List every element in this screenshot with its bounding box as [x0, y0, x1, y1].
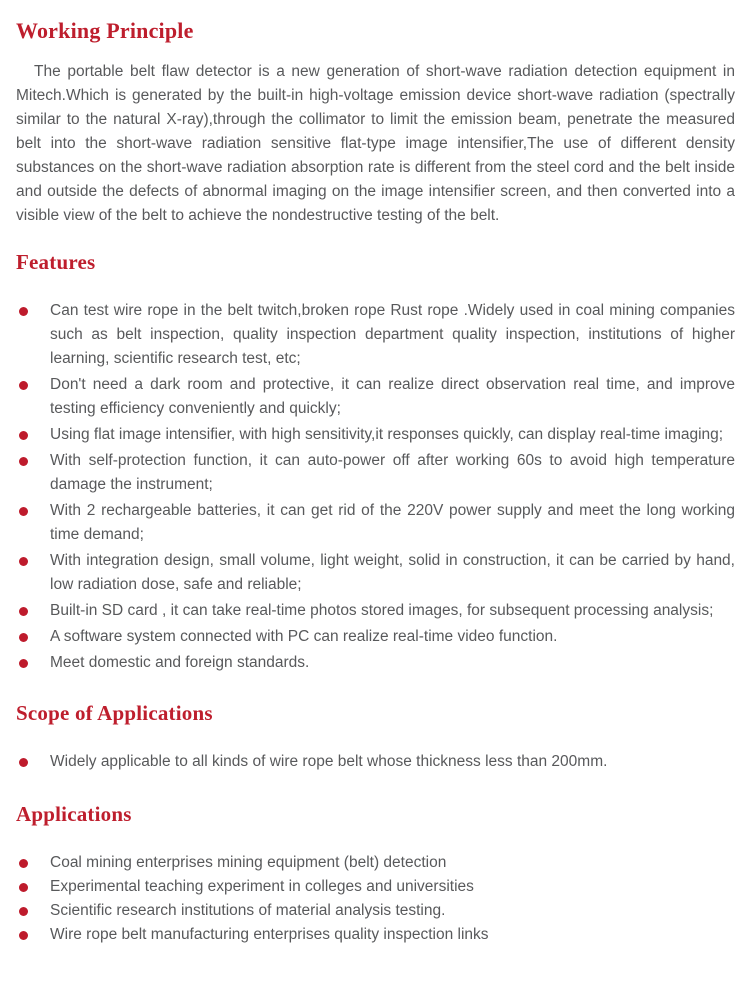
- list-item: [16, 851, 735, 875]
- list-item: [16, 423, 735, 447]
- bullet-icon: [19, 431, 28, 440]
- scope-list: [16, 750, 735, 774]
- bullet-icon: [19, 883, 28, 892]
- list-item: [16, 651, 735, 675]
- list-item-text: Experimental teaching experiment in colleges and universities: [50, 878, 474, 895]
- working-principle-heading: Working Principle: [16, 18, 194, 43]
- list-item-text: Scientific research institutions of material analysis testing.: [50, 902, 446, 919]
- list-item: [16, 299, 735, 371]
- section-applications: [16, 802, 735, 947]
- list-item: [16, 923, 735, 947]
- list-item-text: Meet domestic and foreign standards.: [50, 654, 310, 671]
- bullet-icon: [19, 758, 28, 767]
- bullet-icon: [19, 557, 28, 566]
- list-item-text: With integration design, small volume, light weight, solid in construction, it can be carried by hand, low radiation dose, safe and reliable;: [50, 552, 735, 593]
- list-item-text: Built-in SD card , it can take real-time photos stored images, for subsequent processing analysis;: [50, 602, 714, 619]
- working-principle-paragraph: The portable belt flaw detector is a new generation of short-wave radiation detection equipment in Mitech.Which is generated by the built-in high-voltage emission device short-wave radiation (spectrally similar to the natural X-ray),through the collimator to limit the emission beam, penetrate the measured belt into the short-wave radiation sensitive flat-type image intensifier,The use of different density substances on the short-wave radiation absorption rate is different from the steel cord and the belt inside and outside the defects of abnormal imaging on the image intensifier screen, and then converted into a visible view of the belt to achieve the nondestructive testing of the belt.: [16, 63, 735, 224]
- list-item: [16, 449, 735, 497]
- applications-heading: Applications: [16, 802, 132, 826]
- list-item: [16, 549, 735, 597]
- bullet-icon: [19, 931, 28, 940]
- section-features: [16, 250, 735, 675]
- list-item: [16, 750, 735, 774]
- list-item: [16, 373, 735, 421]
- bullet-icon: [19, 633, 28, 642]
- list-item-text: With 2 rechargeable batteries, it can get rid of the 220V power supply and meet the long working time demand;: [50, 502, 735, 543]
- list-item: [16, 599, 735, 623]
- bullet-icon: [19, 607, 28, 616]
- list-item-text: Don't need a dark room and protective, it can realize direct observation real time, and improve testing efficiency conveniently and quickly;: [50, 376, 735, 417]
- bullet-icon: [19, 507, 28, 516]
- list-item-text: Coal mining enterprises mining equipment (belt) detection: [50, 854, 447, 871]
- bullet-icon: [19, 307, 28, 316]
- list-item: [16, 499, 735, 547]
- list-item: [16, 625, 735, 649]
- section-working-principle: [16, 18, 735, 228]
- bullet-icon: [19, 659, 28, 668]
- list-item-text: Widely applicable to all kinds of wire rope belt whose thickness less than 200mm.: [50, 753, 608, 770]
- list-item: [16, 875, 735, 899]
- list-item-text: A software system connected with PC can realize real-time video function.: [50, 628, 558, 645]
- applications-list: [16, 851, 735, 947]
- scope-heading: Scope of Applications: [16, 701, 213, 725]
- list-item-text: Using flat image intensifier, with high sensitivity,it responses quickly, can display real-time imaging;: [50, 426, 724, 443]
- features-heading: Features: [16, 250, 96, 274]
- bullet-icon: [19, 859, 28, 868]
- bullet-icon: [19, 457, 28, 466]
- list-item-text: Can test wire rope in the belt twitch,broken rope Rust rope .Widely used in coal mining companies such as belt inspection, quality inspection department quality inspection, institutions of higher learning, scientific research test, etc;: [50, 302, 735, 367]
- section-scope-of-applications: [16, 701, 735, 774]
- features-list: [16, 299, 735, 675]
- product-description-page: [16, 18, 735, 947]
- list-item: [16, 899, 735, 923]
- bullet-icon: [19, 381, 28, 390]
- list-item-text: With self-protection function, it can auto-power off after working 60s to avoid high temperature damage the instrument;: [50, 452, 735, 493]
- list-item-text: Wire rope belt manufacturing enterprises quality inspection links: [50, 926, 489, 943]
- bullet-icon: [19, 907, 28, 916]
